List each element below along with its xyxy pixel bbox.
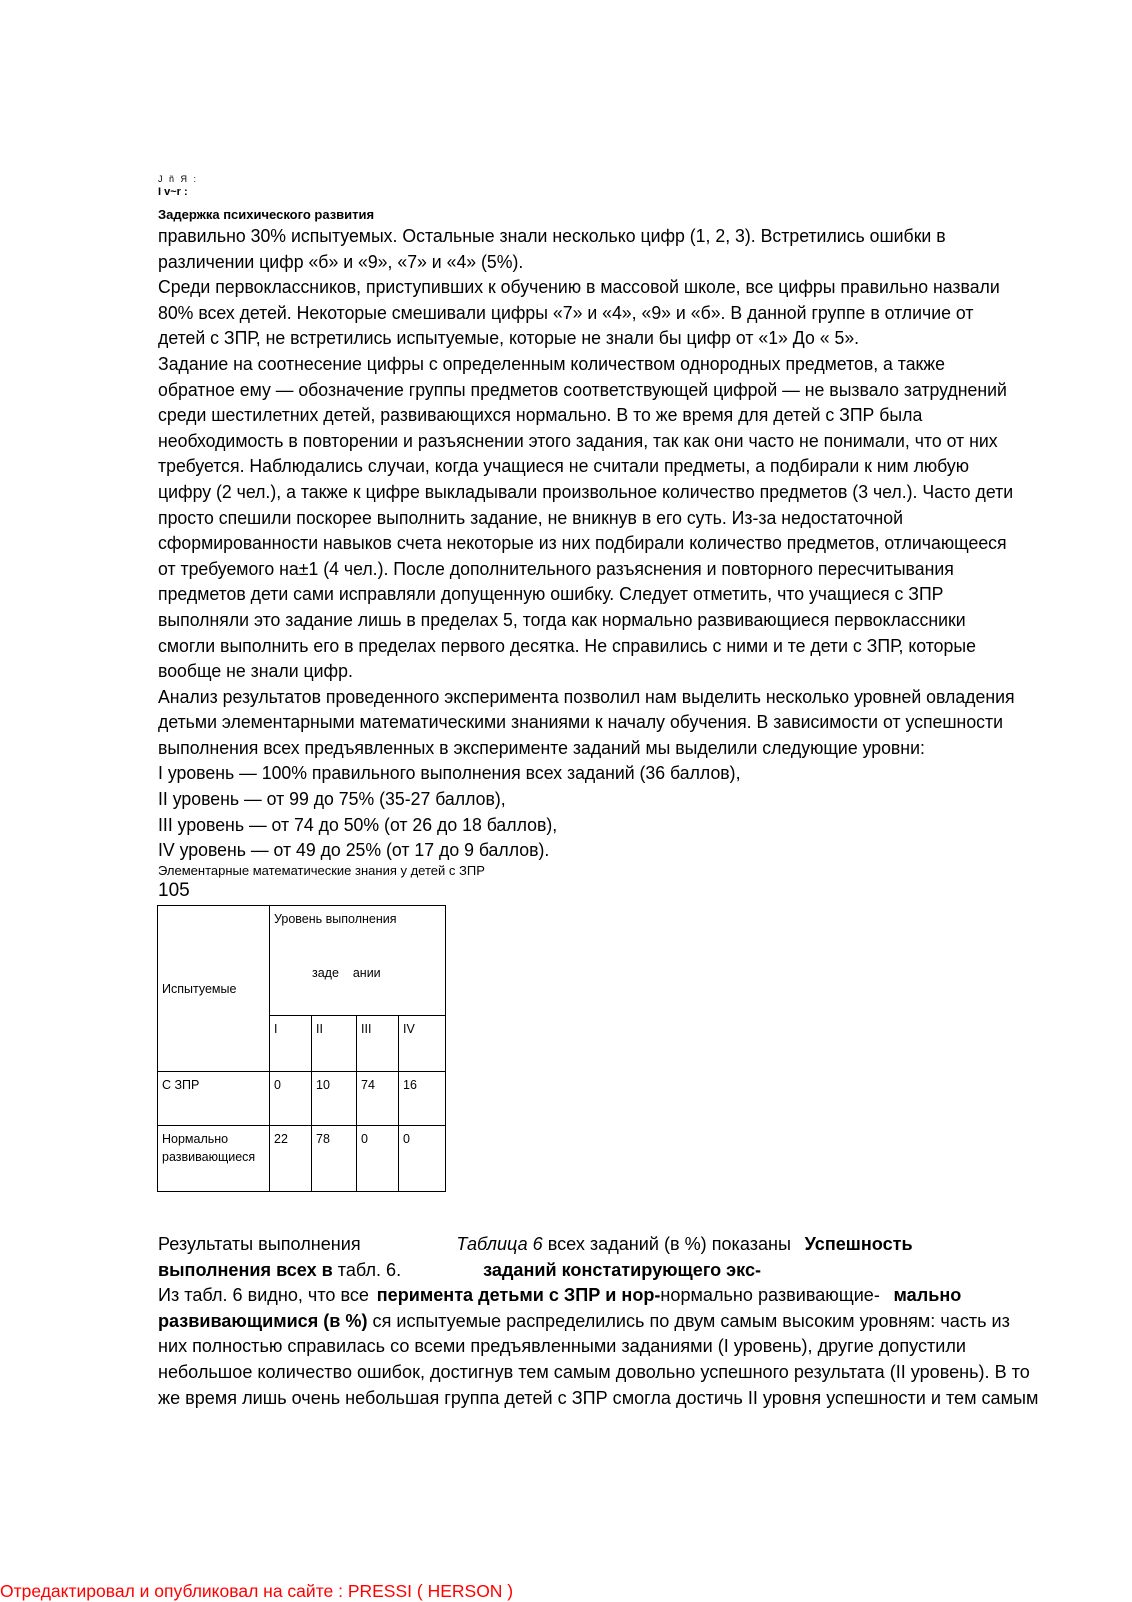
results-table [157, 905, 446, 1192]
table-header-subjects: Испытуемые [158, 906, 270, 1072]
running-head-title: Задержка психического развития [158, 207, 375, 222]
text-line: выполняли это задание лишь в пределах 5, тогда как нормально развивающиеся первоклассники [158, 608, 966, 630]
table-level-III: III [357, 1016, 399, 1072]
text-line: развивающимися (в %) ся испытуемые распределились по двум самым высоким уровням: часть из [158, 1309, 1010, 1331]
table-row-label: С ЗПР [158, 1072, 270, 1126]
table-cell: 0 [357, 1126, 399, 1192]
text-line: смогли выполнить его в пределах первого десятка. Не справились с ними и те дети с ЗПР, которые [158, 634, 976, 656]
text-line: 80% всех детей. Некоторые смешивали цифры «7» и «4», «9» и «б». В данной группе в отличие от [158, 301, 974, 323]
text-line: них полностью справилась со всеми предъявленными заданиями (I уровень), другие допустили [158, 1335, 967, 1357]
table-row-label: Нормально развивающиеся [158, 1126, 270, 1192]
text-line: Задание на соотнесение цифры с определенным количеством однородных предметов, а также [158, 352, 945, 374]
text-line: Среди первоклассников, приступивших к обучению в массовой школе, все цифры правильно назвали [158, 276, 1000, 298]
text-line: I уровень — 100% правильного выполнения всех заданий (36 баллов), [158, 762, 741, 784]
table-level-II: II [312, 1016, 357, 1072]
body-text [158, 223, 1038, 863]
text-line: просто спешили поскорее выполнить задание, не вникнув в его суть. Из-за недостаточной [158, 506, 903, 528]
text-line: II уровень — от 99 до 75% (35-27 баллов), [158, 788, 506, 810]
table-cell: 22 [270, 1126, 312, 1192]
table-cell: 10 [312, 1072, 357, 1126]
text-line: вообще не знали цифр. [158, 660, 353, 682]
text-line: Из табл. 6 видно, что все перимента детьми с ЗПР и нор-нормально развивающие- мально [158, 1284, 962, 1306]
text-line: предметов дети сами исправляли допущенную ошибку. Следует отметить, что учащиеся с ЗПР [158, 583, 944, 605]
text-line: III уровень — от 74 до 50% (от 26 до 18 баллов), [158, 813, 558, 835]
text-line: цифру (2 чел.), а также к цифре выкладывали произвольное количество предметов (3 чел.). Часто дети [158, 480, 1014, 502]
text-line: сформированности навыков счета некоторые из них подбирали количество предметов, отличающееся [158, 532, 1007, 554]
text-line: Результаты выполнения Таблица 6 всех заданий (в %) показаны Успешность [158, 1233, 913, 1254]
text-line: Анализ результатов проведенного эксперимента позволил нам выделить несколько уровней овладения [158, 685, 1015, 707]
table-level-I: I [270, 1016, 312, 1072]
footer-credit: Отредактировал и опубликовал на сайте : PRESSI ( HERSON ) [0, 1581, 514, 1601]
table-cell: 74 [357, 1072, 399, 1126]
text-line: детьми элементарными математическими знаниями к началу обучения. В зависимости от успешности [158, 711, 1004, 733]
text-line: обратное ему — обозначение группы предметов соответствующей цифрой — не вызвало затруднений [158, 378, 1007, 400]
text-line: же время лишь очень небольшая группа детей с ЗПР смогла достичь II уровня успешности и тем самым [158, 1386, 1039, 1408]
running-head-glyphs-1: J ñ Я : [158, 174, 199, 184]
table-caption: Элементарные математические знания у детей с ЗПР [158, 863, 485, 878]
text-line: IV уровень — от 49 до 25% (от 17 до 9 баллов). [158, 839, 550, 861]
table-level-IV: IV [399, 1016, 446, 1072]
page-number: 105 [158, 880, 190, 901]
text-line: различении цифр «б» и «9», «7» и «4» (5%). [158, 250, 524, 272]
table-cell: 78 [312, 1126, 357, 1192]
table-cell: 0 [270, 1072, 312, 1126]
text-line: выполнения всех в табл. 6. заданий констатирующего экс- [158, 1258, 762, 1280]
running-head-glyphs-2: I v~r : [158, 186, 188, 198]
table-row [158, 1126, 446, 1192]
text-line: среди шестилетних детей, развивающихся нормально. В то же время для детей с ЗПР была [158, 404, 923, 426]
table-cell: 0 [399, 1126, 446, 1192]
text-line: от требуемого на±1 (4 чел.). После дополнительного разъяснения и повторного пересчитывания [158, 557, 954, 579]
text-line: требуется. Наблюдались случаи, когда учащиеся не считали предметы, а подбирали к ним любую [158, 455, 970, 477]
continued-text [158, 1231, 1038, 1410]
table-header-level: Уровень выполнения заде ании [270, 906, 446, 1016]
table-row [158, 1072, 446, 1126]
text-line: детей с ЗПР, не встретились испытуемые, которые не знали бы цифр от «1» До « 5». [158, 327, 860, 349]
text-line: выполнения всех предъявленных в эксперименте заданий мы выделили следующие уровни: [158, 736, 925, 758]
text-line: необходимость в повторении и разъяснении этого задания, так как они часто не понимали, что от них [158, 429, 998, 451]
text-line: небольшое количество ошибок, достигнув тем самым довольно успешного результата (II уровень). В то [158, 1360, 1030, 1382]
text-line: правильно 30% испытуемых. Остальные знали несколько цифр (1, 2, 3). Встретились ошибки в [158, 225, 946, 246]
table-cell: 16 [399, 1072, 446, 1126]
